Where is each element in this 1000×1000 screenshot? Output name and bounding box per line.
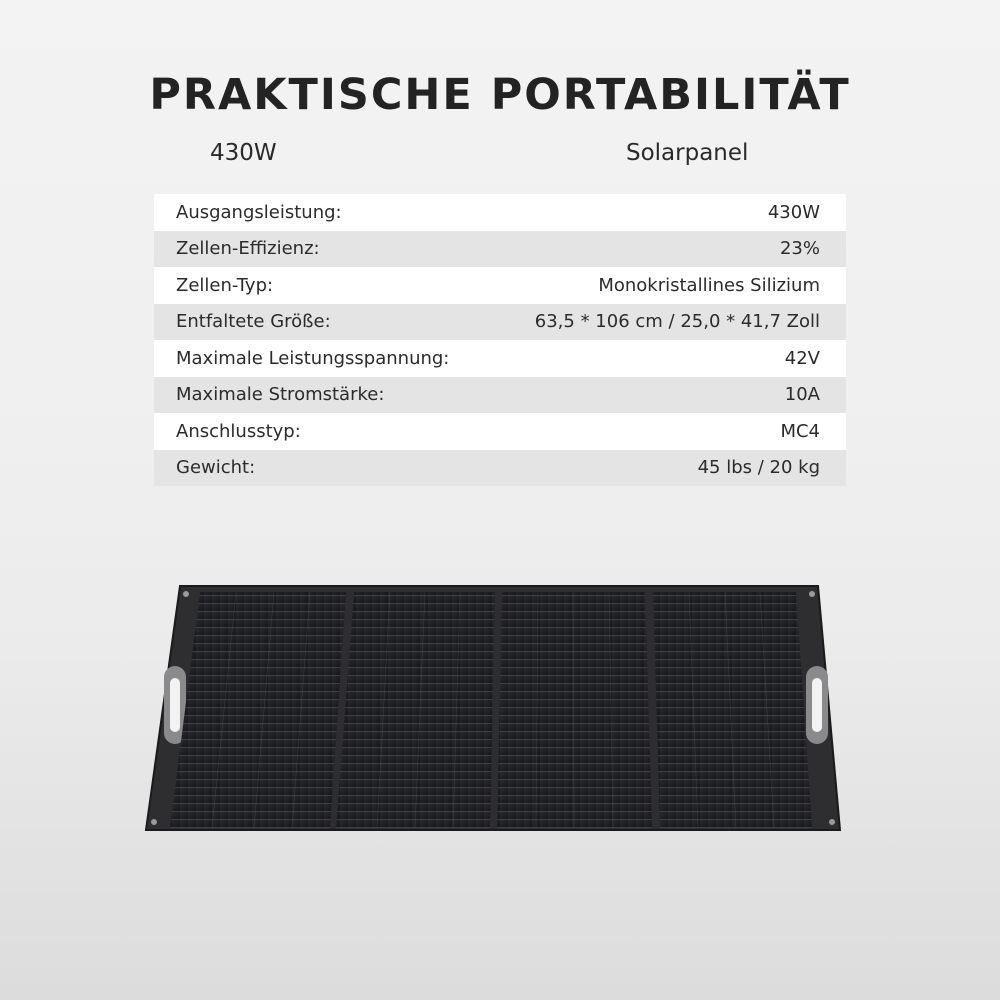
spec-value: 63,5 * 106 cm / 25,0 * 41,7 Zoll [534, 311, 820, 333]
spec-value: 45 lbs / 20 kg [697, 457, 820, 479]
spec-table [154, 194, 846, 486]
spec-row-connector [154, 413, 846, 450]
spec-row-cell-type [154, 267, 846, 304]
spec-label: Entfaltete Größe: [176, 311, 331, 333]
spec-value: 10A [784, 384, 820, 406]
spec-value: Monokristallines Silizium [598, 274, 820, 296]
spec-row-weight [154, 450, 846, 487]
spec-label: Maximale Leistungsspannung: [176, 347, 450, 369]
spec-row-efficiency [154, 231, 846, 268]
cell-section-4 [653, 592, 812, 828]
spec-row-voltage [154, 340, 846, 377]
solar-panel-image [140, 580, 850, 840]
cell-section-3 [497, 592, 652, 828]
spec-label: Anschlusstyp: [176, 420, 301, 442]
spec-value: 42V [784, 347, 820, 369]
spec-value: MC4 [780, 420, 820, 442]
spec-label: Gewicht: [176, 457, 256, 479]
power-subtitle: 430W [210, 140, 277, 166]
page-title: PRAKTISCHE PORTABILITÄT [149, 70, 851, 120]
spec-row-output [154, 194, 846, 231]
spec-row-current [154, 377, 846, 414]
spec-label: Ausgangsleistung: [176, 201, 342, 223]
cell-section-1 [170, 592, 346, 828]
spec-label: Zellen-Effizienz: [176, 238, 320, 260]
cell-section-2 [336, 592, 495, 828]
spec-value: 430W [767, 201, 820, 223]
spec-value: 23% [779, 238, 820, 260]
spec-label: Zellen-Typ: [176, 274, 274, 296]
solar-panel-icon [140, 580, 850, 840]
product-subtitle: Solarpanel [626, 140, 749, 166]
spec-label: Maximale Stromstärke: [176, 384, 385, 406]
spec-row-size [154, 304, 846, 341]
